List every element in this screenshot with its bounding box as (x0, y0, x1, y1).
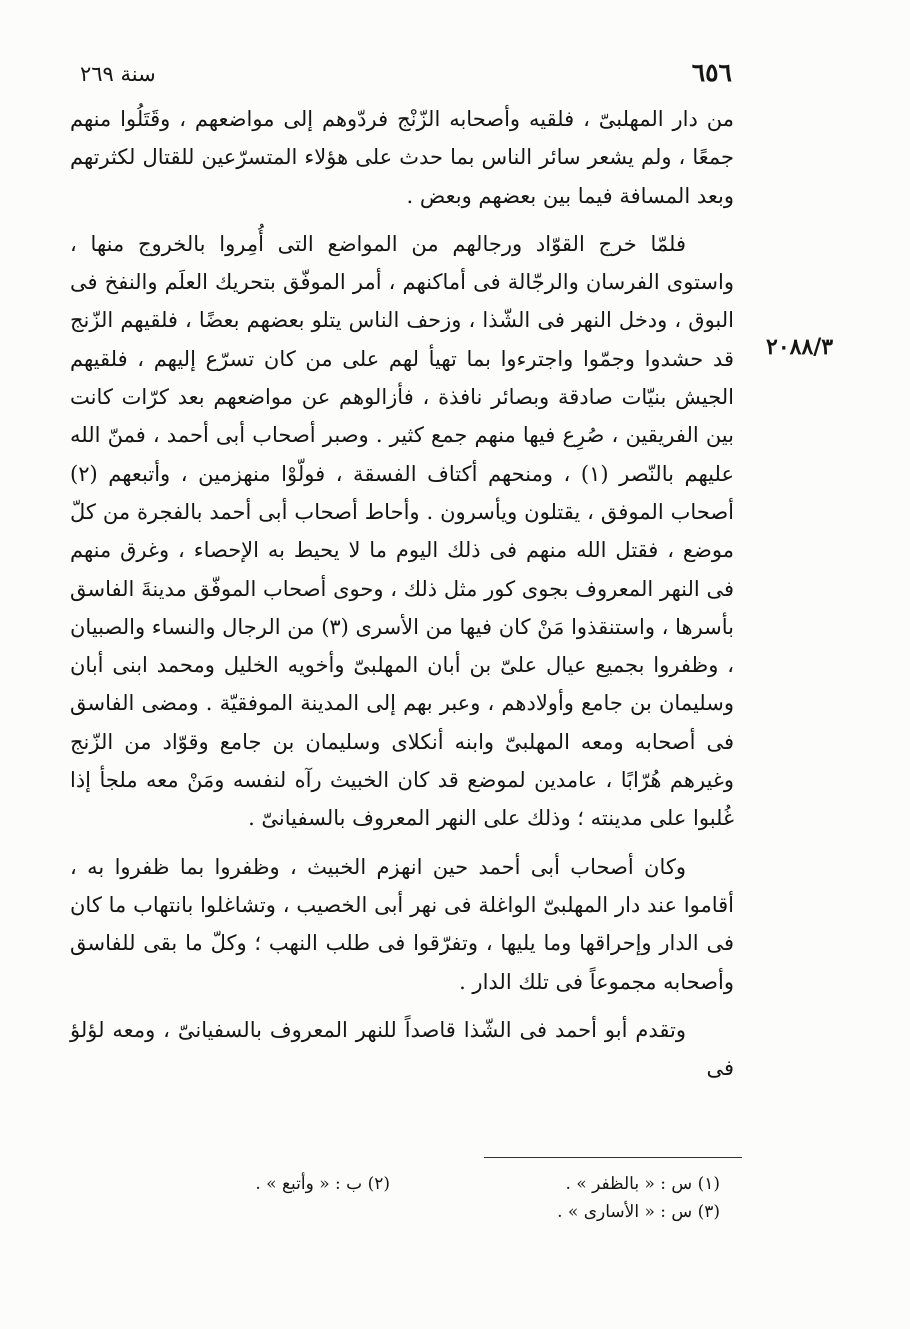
paragraph-1: من دار المهلبىّ ، فلقيه وأصحابه الزّنْج فردّوهم إلى مواضعهم ، وقَتَلُوا منهم جمعًا ، ولم يشعر سائر الناس بما حدث على هؤلاء المتسرّعين للقتال لكثرتهم وبعد المسافة فيما بين بعضهم وبعض . (70, 107, 734, 208)
main-text (70, 100, 734, 1087)
running-title: سنة ٢٦٩ (80, 62, 156, 86)
page-number: ٦٥٦ (691, 58, 732, 87)
footnote-divider (484, 1157, 742, 1158)
paragraph-3-text: وكان أصحاب أبى أحمد حين انهزم الخبيث ، وظفروا بما ظفروا به ، أقاموا عند دار المهلبىّ الواغلة فى نهر أبى الخصيب ، وتشاغلوا بانتهاب ما كان فى الدار وإحراقها وما يليها ، وتفرّقوا فى طلب النهب ؛ وكلّ ما بقى للفاسق وأصحابه مجموعاً فى تلك الدار . (70, 854, 734, 994)
paragraph-4 (70, 1011, 734, 1088)
page-header (60, 58, 732, 92)
footnote-3: (٣) س : « الأسارى » . (557, 1202, 720, 1222)
paragraph-4-text: وتقدم أبو أحمد فى الشّذا قاصداً للنهر المعروف بالسفيانىّ ، ومعه لؤلؤ فى (70, 1017, 734, 1081)
paragraph-3 (70, 848, 734, 1001)
paragraph-2 (70, 225, 734, 838)
footnote-1: (١) س : « بالظفر » . (565, 1174, 720, 1194)
margin-reference: ٢٠٨٨/٣ (766, 334, 834, 360)
paragraph-2-text: فلمّا خرج القوّاد ورجالهم من المواضع التى أُمِروا بالخروج منها ، واستوى الفرسان والرجّالة فى أماكنهم ، أمر الموفّق بتحريك العلَم والنفخ فى البوق ، ودخل النهر فى الشّذا ، وزحف الناس يتلو بعضهم بعضًا ، فلقيهم الزّنج قد حشدوا وجمّوا واجترءوا بما تهيأ لهم على من كان تسرّع إليهم ، فلقيهم الجيش بنيّات صادقة وبصائر نافذة ، فأزالوهم عن مواضعهم بعد كرّات كانت بين الفريقين ، صُرِع فيها منهم جمع كثير . وصبر أصحاب أبى أحمد ، فمنّ الله عليهم بالنّصر (١) ، ومنحهم أكتاف الفسقة ، فولّوْا منهزمين ، وأتبعهم (٢) أصحاب الموفق ، يقتلون ويأسرون . وأحاط أصحاب أبى أحمد بالفجرة من كلّ موضع ، فقتل الله منهم فى ذلك اليوم ما لا يحيط به الإحصاء ، وغرق منهم فى النهر المعروف بجوى كور مثل ذلك ، وحوى أصحاب الموفّق مدينةَ الفاسق بأسرها ، واستنقذوا مَنْ كان فيها من الأسرى (٣) من الرجال والنساء والصبيان ، وظفروا بجميع عيال علىّ بن أبان المهلبىّ وأخويه الخليل ومحمد ابنى أبان وسليمان بن جامع وأولادهم ، وعبر بهم إلى المدينة الموفقيّة . ومضى الفاسق فى أصحابه ومعه المهلبىّ وابنه أنكلاى وسليمان بن جامع وقوّاد من الزّنج وغيرهم هُرّابًا ، عامدين لموضع قد كان الخبيث رآه لنفسه ومَنْ معه ملجأ إذا غُلبوا على مدينته ؛ وذلك على النهر المعروف بالسفيانىّ . (70, 231, 734, 831)
footnote-2: (٢) ب : « وأتبع » . (255, 1174, 390, 1194)
